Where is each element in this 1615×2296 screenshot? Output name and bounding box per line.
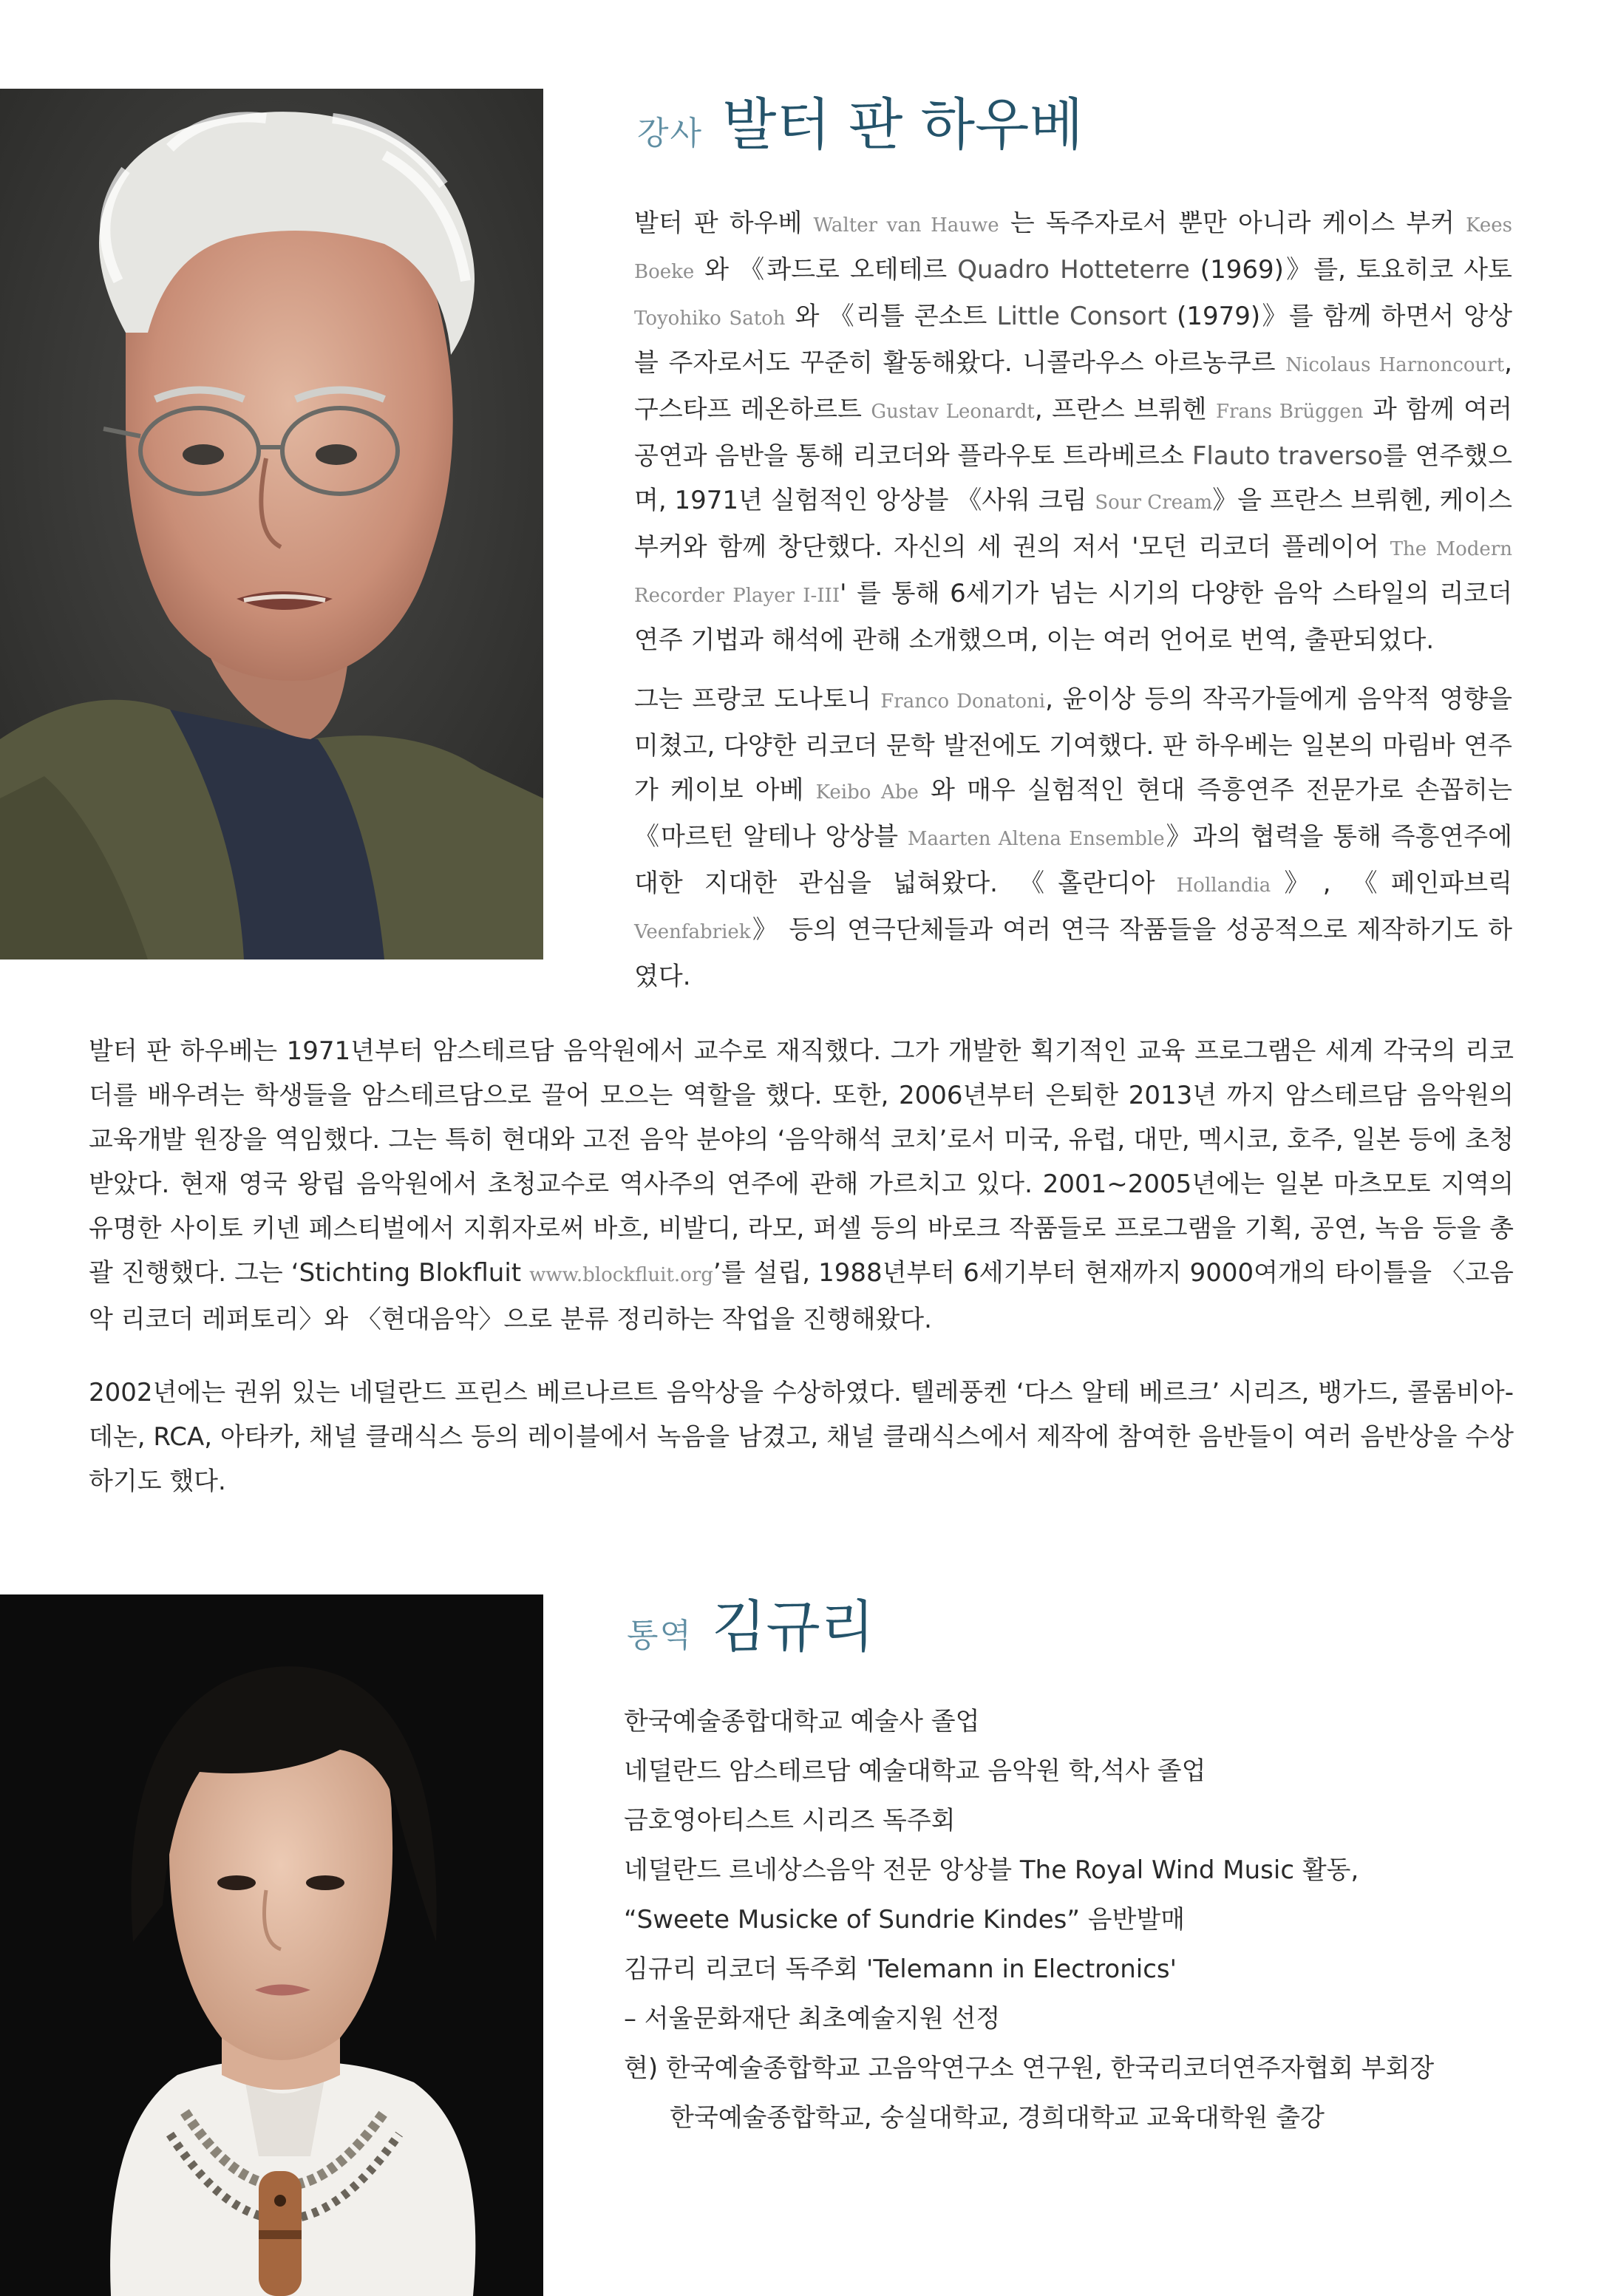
paragraph-text: 와 매우 실험적인 현대 즉흥연주 전문가로 손꼽히는 《마르턴 알테나 앙상블	[634, 775, 1512, 852]
profile-item: 현) 한국예술종합학교 고음악연구소 연구원, 한국리코더연주자협회 부회장	[624, 2054, 1435, 2083]
paragraph-text: 과 함께 여러 공연과 음반을 통해 리코더와 플라우토 트라베르소	[634, 395, 1512, 471]
paragraph-text: 》 등의 연극단체들과 여러 연극 작품들을 성공적으로 제작하기도 하였다.	[634, 915, 1512, 991]
paragraph-text: 》을 프란스 브뤼헨, 케이스 부커와 함께 창단했다. 자신의 세 권의 저서 '모던 리코더 플레이어	[634, 486, 1513, 562]
latin-name: www.blockfluit.org	[529, 1264, 713, 1286]
lecturer-name: 발터 판 하우베	[722, 92, 1084, 157]
latin-name: Keibo Abe	[815, 781, 919, 804]
paragraph-text: 는 독주자로서 뿐만 아니라 케이스 부커	[999, 208, 1466, 238]
profile-item: 김규리 리코더 독주회 'Telemann in Electronics'	[624, 1954, 1177, 1984]
lecturer-career	[89, 1029, 1514, 1342]
paragraph-text: 를 연주했으며, 1971년 실험적인 앙상블 《사워 크림	[634, 441, 1512, 515]
interpreter-heading	[627, 1582, 874, 1662]
profile-item: 네덜란드 르네상스음악 전문 앙상블 The Royal Wind Music 활동,	[624, 1855, 1359, 1885]
paragraph-text: 》, 《페인파브릭	[1271, 869, 1512, 898]
paragraph-text: (1969)》를, 토요히코 사토	[1189, 255, 1512, 285]
interpreter-profile-list	[624, 1697, 1434, 2143]
profile-item: “Sweete Musicke of Sundrie Kindes” 음반발매	[624, 1905, 1186, 1935]
lecturer-heading	[637, 80, 1084, 160]
paragraph-text: 와 《콰드로 오테테르	[694, 255, 958, 285]
paragraph-text: 발터 판 하우베는 1971년부터 암스테르담 음악원에서 교수로 재직했다. 그가 개발한 획기적인 교육 프로그램은 세계 각국의 리코더를 배우려는 학생들을 암스테르담으로 끌어 모으는 역할을 했다. 또한, 2006년부터 은퇴한 2013년 까지 암스테르담 음악원의 교육개발 원장을 역임했다. 그는 특히 현대와 고전 음악 분야의 ‘음악해석 코치’로서 미국, 유럽, 대만, 멕시코, 호주, 일본 등에 초청받았다. 현재 영국 왕립 음악원에서 초청교수로 역사주의 연주에 관해 가르치고 있다. 2001~2005년에는 일본 마츠모토 지역의 유명한 사이토 키넨 페스티벌에서 지휘자로써 바흐, 비발디, 라모, 퍼셀 등의 바로크 작품들로 프로그램을 기획, 공연, 녹음 등을 총괄 진행했다. 그는 ‘Stichting Blokfluit	[89, 1036, 1514, 1288]
latin-name: The Modern Recorder Player I-III	[634, 538, 1512, 607]
profile-item: 한국예술종합대학교 예술사 졸업	[624, 1707, 980, 1736]
latin-name: Sour Cream	[1095, 492, 1213, 514]
paragraph-text: 발터 판 하우베	[634, 208, 814, 238]
lecturer-intro-1	[634, 201, 1512, 662]
interpreter-role: 통역	[627, 1617, 693, 1654]
paragraph-text: 와 《리틀 콘소트	[785, 302, 997, 331]
interpreter-name: 김규리	[712, 1594, 875, 1660]
latin-term: Quadro Hotteterre	[957, 255, 1190, 285]
latin-name: Kees Boeke	[634, 214, 1512, 283]
lecturer-portrait	[0, 89, 543, 960]
latin-term: Flauto traverso	[1191, 441, 1383, 471]
paragraph-text: (1979)》를 함께 하면서 앙상블 주자로서도 꾸준히 활동해왔다. 니콜라우스 아르농쿠르	[634, 302, 1513, 378]
latin-name: Walter van Hauwe	[813, 214, 999, 237]
profile-item: 금호영아티스트 시리즈 독주회	[624, 1806, 956, 1835]
interpreter-portrait	[0, 1594, 543, 2296]
latin-name: Toyohiko Satoh	[634, 308, 786, 330]
paragraph-text: , 구스타프 레온하르트	[634, 348, 1512, 424]
lecturer-role: 강사	[637, 115, 704, 152]
paragraph-text: 2002년에는 권위 있는 네덜란드 프린스 베르나르트 음악상을 수상하였다. 텔레풍켄 ‘다스 알테 베르크’ 시리즈, 뱅가드, 콜롬비아-데논, RCA, 아타카, 채널 클래식스 등의 레이블에서 녹음을 남겼고, 채널 클래식스에서 제작에 참여한 음반들이 여러 음반상을 수상하기도 했다.	[89, 1378, 1514, 1496]
profile-item: – 서울문화재단 최초예술지원 선정	[624, 2004, 1001, 2034]
paragraph-text: , 프란스 브뤼헨	[1034, 395, 1216, 424]
latin-name: Gustav Leonardt	[871, 401, 1035, 423]
paragraph-text: ’를 설립, 1988년부터 6세기부터 현재까지 9000여개의 타이틀을 〈고음악 리코더 레퍼토리〉와 〈현대음악〉으로 분류 정리하는 작업을 진행해왔다.	[89, 1258, 1514, 1334]
latin-name: Franco Donatoni	[880, 690, 1046, 713]
paragraph-text: 그는 프랑코 도나토니	[634, 685, 881, 714]
latin-name: Maarten Altena Ensemble	[907, 828, 1165, 850]
profile-item: 네덜란드 암스테르담 예술대학교 음악원 학,석사 졸업	[624, 1756, 1206, 1786]
latin-name: Veenfabriek	[634, 921, 751, 943]
latin-name: Nicolaus Harnoncourt	[1285, 354, 1505, 376]
latin-name: Hollandia	[1176, 874, 1271, 897]
lecturer-awards	[89, 1371, 1514, 1504]
profile-item: 한국예술종합학교, 숭실대학교, 경희대학교 교육대학원 출강	[670, 2103, 1325, 2133]
latin-term: Little Consort	[996, 302, 1167, 331]
paragraph-text: 》과의 협력을 통해 즉흥연주에 대한 지대한 관심을 넓혀왔다. 《홀란디아	[634, 822, 1512, 898]
latin-name: Frans Brüggen	[1215, 401, 1364, 423]
lecturer-intro-2	[634, 677, 1512, 999]
paragraph-text: ' 를 통해 6세기가 넘는 시기의 다양한 음악 스타일의 리코더 연주 기법과 해석에 관해 소개했으며, 이는 여러 언어로 번역, 출판되었다.	[634, 579, 1512, 655]
paragraph-text: , 윤이상 등의 작곡가들에게 음악적 영향을 미쳤고, 다양한 리코더 문학 발전에도 기여했다. 판 하우베는 일본의 마림바 연주가 케이보 아베	[634, 685, 1512, 805]
